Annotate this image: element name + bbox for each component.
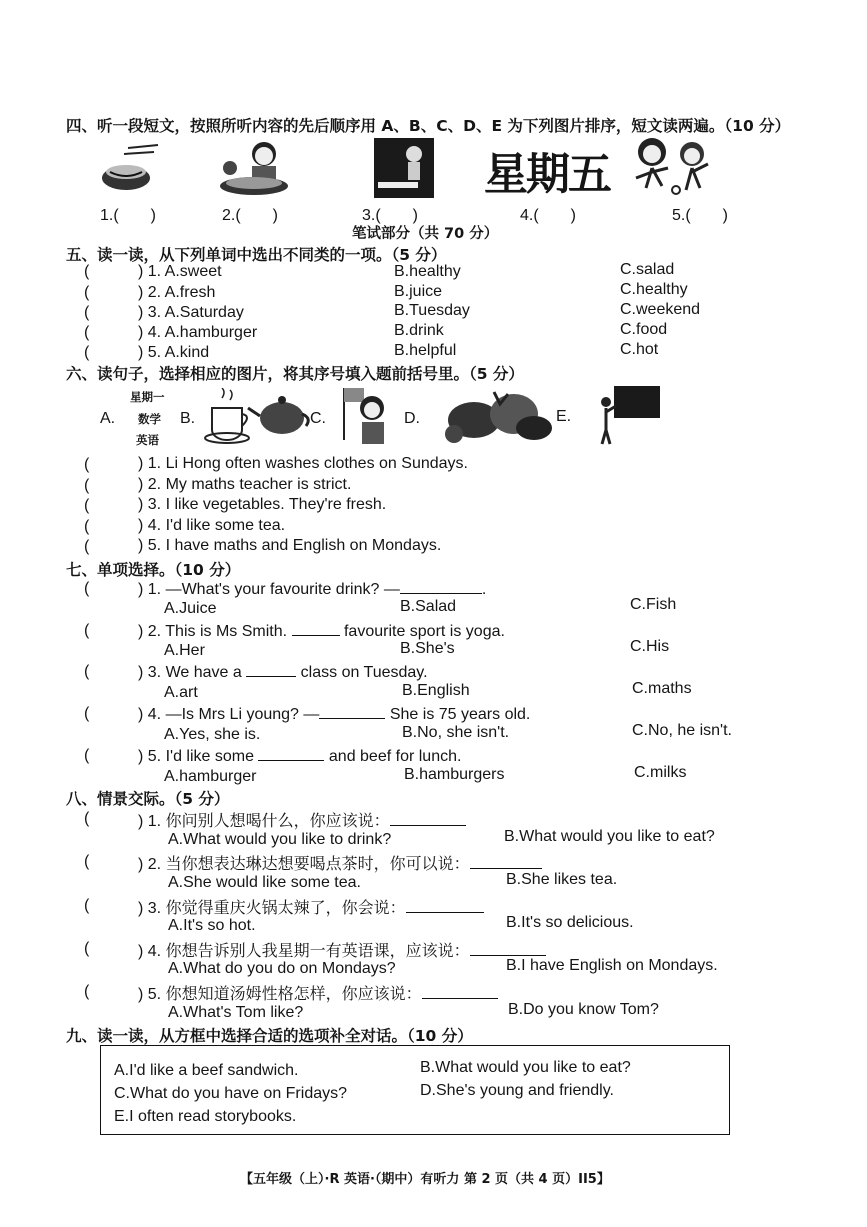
section-8-heading: 八、情景交际。（5 分） xyxy=(66,790,230,808)
pic-blank-5[interactable]: 5.( ) xyxy=(672,207,729,224)
s7-item-1-c: C.Fish xyxy=(630,596,677,613)
section-5-heading: 五、读一读，从下列单词中选出不同类的一项。（5 分） xyxy=(66,246,447,264)
s7-item-2-b: B.She's xyxy=(400,640,455,657)
s8-item-2: ) 2. 当你想表达琳达想要喝点茶时，你可以说： xyxy=(138,851,542,874)
s5-item-1-c: C.salad xyxy=(620,261,675,278)
section-4-heading: 四、听一段短文，按照所听内容的先后顺序用 A、B、C、D、E 为下列图片排序，短文读两遍。（10 分） xyxy=(66,117,791,135)
friday-picture-text: 星期五 xyxy=(484,149,610,200)
s6-item-3: ) 3. I like vegetables. They're fresh. xyxy=(138,496,387,513)
s8-item-2-b: B.She likes tea. xyxy=(506,871,618,888)
vegetables-picture xyxy=(434,384,556,446)
tea-picture xyxy=(202,388,312,446)
s8-item-2-a: A.She would like some tea. xyxy=(168,874,361,891)
s8-item-5-a: A.What's Tom like? xyxy=(168,1004,304,1021)
answer-paren[interactable]: ( xyxy=(84,324,90,341)
section-6-heading: 六、读句子，选择相应的图片，将其序号填入题前括号里。（5 分） xyxy=(66,365,524,383)
teacher-blackboard-picture xyxy=(596,384,662,448)
answer-paren[interactable]: ( xyxy=(84,897,90,914)
pic-blank-1[interactable]: 1.( ) xyxy=(100,207,157,224)
box-option-d: D.She's young and friendly. xyxy=(420,1082,614,1099)
s6-item-5: ) 5. I have maths and English on Mondays. xyxy=(138,537,442,554)
pic-blank-2[interactable]: 2.( ) xyxy=(222,207,279,224)
s7-item-3-a: A.art xyxy=(164,684,198,701)
s7-item-2-c: C.His xyxy=(630,638,670,655)
s7-item-4-b: B.No, she isn't. xyxy=(402,724,510,741)
s7-item-5-b: B.hamburgers xyxy=(404,766,505,783)
s5-item-5-c: C.hot xyxy=(620,341,659,358)
s8-item-1: ) 1. 你问别人想喝什么，你应该说： xyxy=(138,808,466,831)
answer-paren[interactable]: ( xyxy=(84,518,90,535)
s8-item-4-b: B.I have English on Mondays. xyxy=(506,957,718,974)
answer-paren[interactable]: ( xyxy=(84,538,90,555)
s5-item-4-c: C.food xyxy=(620,321,668,338)
s8-item-4-a: A.What do you do on Mondays? xyxy=(168,960,396,977)
answer-paren[interactable]: ( xyxy=(84,263,90,280)
pic-label-e: E. xyxy=(556,408,572,425)
answer-paren[interactable]: ( xyxy=(84,304,90,321)
boy-washing-picture xyxy=(214,138,296,198)
answer-paren[interactable]: ( xyxy=(84,747,90,764)
answer-paren[interactable]: ( xyxy=(84,456,90,473)
schedule-english: 英语 xyxy=(136,433,159,447)
pic-label-a: A. xyxy=(100,410,116,427)
s6-item-4: ) 4. I'd like some tea. xyxy=(138,517,286,534)
answer-paren[interactable]: ( xyxy=(84,663,90,680)
s5-item-3-b: B.Tuesday xyxy=(394,302,470,319)
box-option-b: B.What would you like to eat? xyxy=(420,1059,631,1076)
s7-item-2: ) 2. This is Ms Smith. favourite sport is yoga. xyxy=(138,623,505,640)
written-part-title: 笔试部分（共 70 分） xyxy=(352,226,499,242)
s7-item-4-a: A.Yes, she is. xyxy=(164,726,261,743)
s5-item-2-c: C.healthy xyxy=(620,281,688,298)
s8-item-3: ) 3. 你觉得重庆火锅太辣了，你会说： xyxy=(138,895,484,918)
s5-item-3-a: ) 3. A.Saturday xyxy=(138,304,244,321)
section-9-heading: 九、读一读，从方框中选择合适的选项补全对话。（10 分） xyxy=(66,1027,473,1045)
s6-item-1: ) 1. Li Hong often washes clothes on Sundays. xyxy=(138,455,468,472)
s8-item-4: ) 4. 你想告诉别人我星期一有英语课，应该说： xyxy=(138,938,546,961)
s8-item-5-b: B.Do you know Tom? xyxy=(508,1001,659,1018)
answer-paren[interactable]: ( xyxy=(84,580,90,597)
answer-paren[interactable]: ( xyxy=(84,344,90,361)
pic-label-c: C. xyxy=(310,410,326,427)
s5-item-1-b: B.healthy xyxy=(394,263,461,280)
s5-item-2-b: B.juice xyxy=(394,283,443,300)
s5-item-4-b: B.drink xyxy=(394,322,444,339)
s5-item-2-a: ) 2. A.fresh xyxy=(138,284,216,301)
answer-paren[interactable]: ( xyxy=(84,284,90,301)
s8-item-1-b: B.What would you like to eat? xyxy=(504,828,715,845)
section-7-heading: 七、单项选择。（10 分） xyxy=(66,561,241,579)
answer-paren[interactable]: ( xyxy=(84,940,90,957)
s7-item-5-c: C.milks xyxy=(634,764,687,781)
answer-paren[interactable]: ( xyxy=(84,477,90,494)
s7-item-3-b: B.English xyxy=(402,682,470,699)
page-footer: 【五年级（上）·R 英语·（期中）有听力 第 2 页（共 4 页）II5】 xyxy=(240,1172,610,1187)
s7-item-2-a: A.Her xyxy=(164,642,205,659)
s5-item-4-a: ) 4. A.hamburger xyxy=(138,324,258,341)
pic-blank-4[interactable]: 4.( ) xyxy=(520,207,577,224)
schedule-monday: 星期一 xyxy=(130,390,165,404)
kids-playing-picture xyxy=(628,134,720,200)
s8-item-1-a: A.What would you like to drink? xyxy=(168,831,392,848)
answer-paren[interactable]: ( xyxy=(84,705,90,722)
answer-paren[interactable]: ( xyxy=(84,983,90,1000)
s7-item-3: ) 3. We have a class on Tuesday. xyxy=(138,664,428,681)
teacher-picture xyxy=(372,136,436,200)
teacher-flag-picture xyxy=(338,384,396,448)
box-option-c: C.What do you have on Fridays? xyxy=(114,1085,348,1102)
s8-item-3-b: B.It's so delicious. xyxy=(506,914,634,931)
s5-item-3-c: C.weekend xyxy=(620,301,701,318)
answer-paren[interactable]: ( xyxy=(84,810,90,827)
s5-item-5-a: ) 5. A.kind xyxy=(138,344,210,361)
s8-item-5: ) 5. 你想知道汤姆性格怎样，你应该说： xyxy=(138,981,498,1004)
s7-item-5: ) 5. I'd like some and beef for lunch. xyxy=(138,748,462,765)
s5-item-1-a: ) 1. A.sweet xyxy=(138,263,222,280)
s6-item-2: ) 2. My maths teacher is strict. xyxy=(138,476,352,493)
s7-item-5-a: A.hamburger xyxy=(164,768,257,785)
schedule-maths: 数学 xyxy=(138,412,161,426)
answer-paren[interactable]: ( xyxy=(84,853,90,870)
s5-item-5-b: B.helpful xyxy=(394,342,457,359)
answer-paren[interactable]: ( xyxy=(84,497,90,514)
s7-item-1: ) 1. —What's your favourite drink? — . xyxy=(138,581,487,598)
pic-blank-3[interactable]: 3.( ) xyxy=(362,207,419,224)
s7-item-1-a: A.Juice xyxy=(164,600,217,617)
pic-label-d: D. xyxy=(404,410,420,427)
s7-item-4: ) 4. —Is Mrs Li young? — She is 75 years old. xyxy=(138,706,531,723)
s7-item-1-b: B.Salad xyxy=(400,598,457,615)
pic-label-b: B. xyxy=(180,410,196,427)
box-option-a: A.I'd like a beef sandwich. xyxy=(114,1062,299,1079)
answer-paren[interactable]: ( xyxy=(84,622,90,639)
s7-item-3-c: C.maths xyxy=(632,680,692,697)
s8-item-3-a: A.It's so hot. xyxy=(168,917,256,934)
bowl-picture xyxy=(98,142,160,198)
s7-item-4-c: C.No, he isn't. xyxy=(632,722,732,739)
box-option-e: E.I often read storybooks. xyxy=(114,1108,297,1125)
